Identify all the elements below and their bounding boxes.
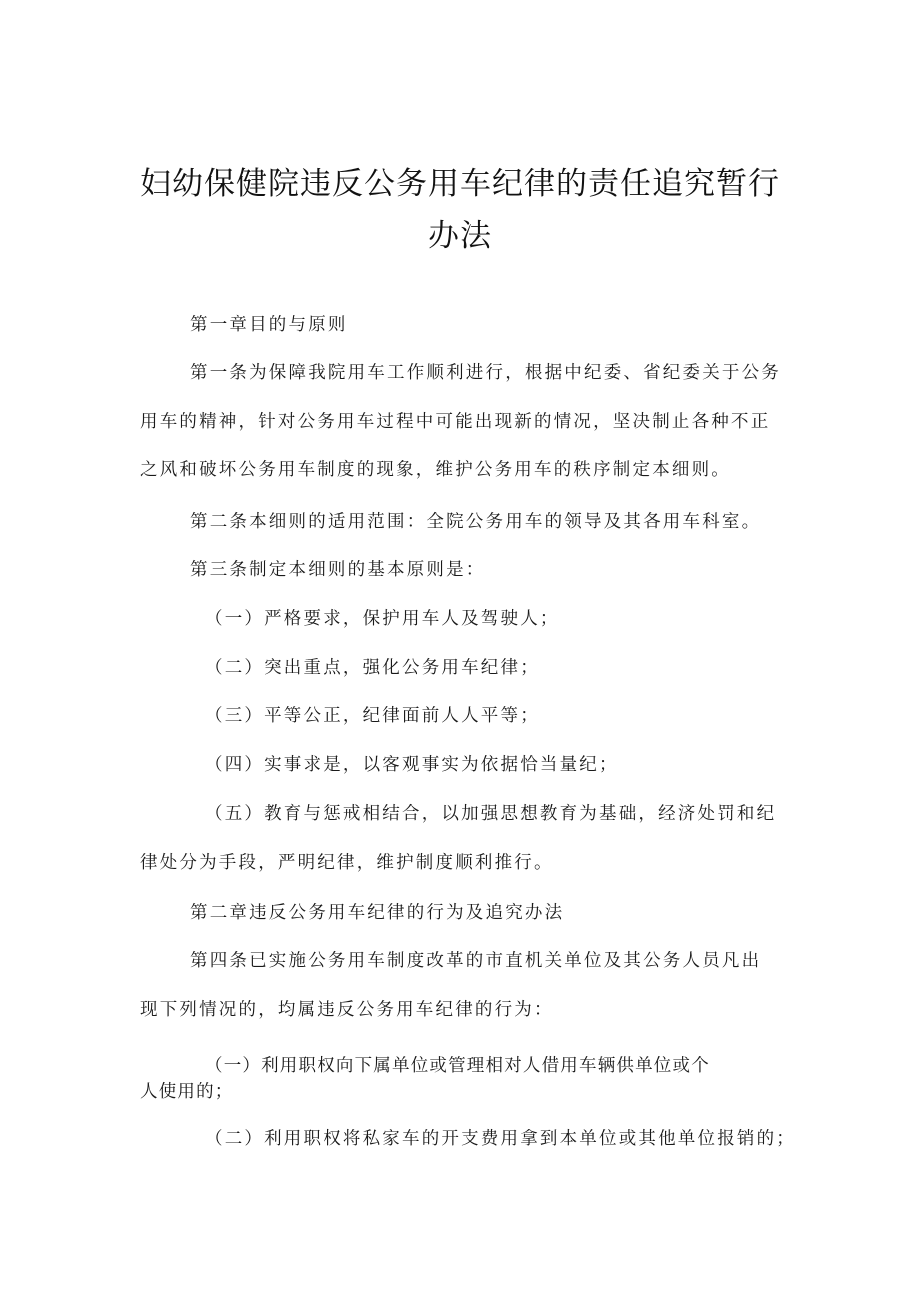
document-title-line-2: 办法	[428, 218, 492, 254]
principle-item-5-line-1: （五）教育与惩戒相结合，以加强思想教育为基础，经济处罚和纪	[205, 804, 777, 824]
article-4-line-1: 第四条已实施公务用车制度改革的市直机关单位及其公务人员凡出	[190, 951, 762, 971]
document-title-line-1: 妇幼保健院违反公务用车纪律的责任追究暂行	[140, 166, 780, 202]
article-4-line-2: 现下列情况的，均属违反公务用车纪律的行为：	[140, 1000, 554, 1020]
principle-item-4: （四）实事求是，以客观事实为依据恰当量纪；	[205, 755, 619, 775]
chapter-1-heading: 第一章目的与原则	[190, 315, 348, 335]
violation-item-1-line-2: 人使用的；	[140, 1082, 234, 1102]
principle-item-3: （三）平等公正，纪律面前人人平等；	[205, 706, 540, 726]
article-1-line-2: 用车的精神，针对公务用车过程中可能出现新的情况，坚决制止各种不正	[140, 412, 771, 432]
principle-item-2: （二）突出重点，强化公务用车纪律；	[205, 658, 540, 678]
violation-item-2: （二）利用职权将私家车的开支费用拿到本单位或其他单位报销的；	[205, 1129, 796, 1149]
article-1-line-1: 第一条为保障我院用车工作顺利进行，根据中纪委、省纪委关于公务	[190, 363, 781, 383]
article-2-line: 第二条本细则的适用范围：全院公务用车的领导及其各用车科室。	[190, 512, 762, 532]
violation-item-1-line-1: （一）利用职权向下属单位或管理相对人借用车辆供单位或个	[205, 1056, 710, 1076]
principle-item-5-line-2: 律处分为手段，严明纪律，维护制度顺利推行。	[140, 853, 554, 873]
article-3-line: 第三条制定本细则的基本原则是：	[190, 560, 486, 580]
article-1-line-3: 之风和破坏公务用车制度的现象，维护公务用车的秩序制定本细则。	[140, 460, 731, 480]
principle-item-1: （一）严格要求，保护用车人及驾驶人；	[205, 609, 560, 629]
chapter-2-heading: 第二章违反公务用车纪律的行为及追究办法	[190, 903, 565, 923]
